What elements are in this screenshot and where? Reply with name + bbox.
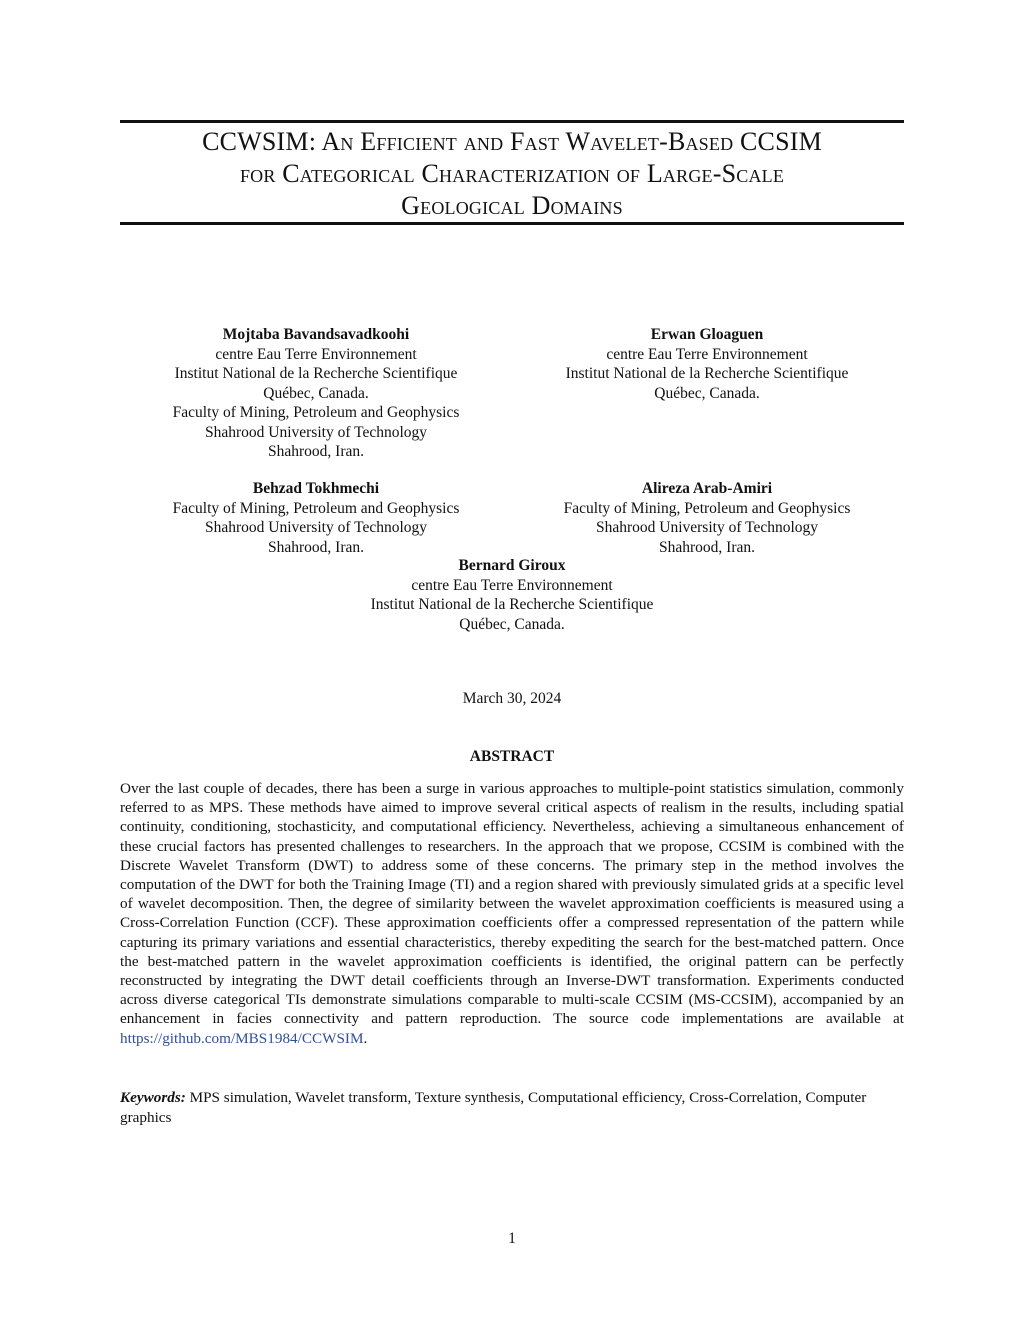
author-affiliation-line: Shahrood University of Technology [595,519,819,536]
author-affiliation-line: Shahrood, Iran. [659,538,755,556]
abstract-link-suffix: . [363,1029,368,1047]
author-name: Alireza Arab-Amiri [641,480,773,497]
author-name: Mojtaba Bavandsavadkoohi [222,326,410,343]
author-affiliation-line: Faculty of Mining, Petroleum and Geophysics [172,499,460,517]
author-affiliation-line: Institut National de la Recherche Scientifique [174,365,458,382]
source-code-link[interactable]: https://github.com/MBS1984/CCWSIM [120,1029,364,1047]
author-name: Erwan Gloaguen [650,326,764,343]
keywords-section [120,1088,904,1127]
keywords-text: MPS simulation, Wavelet transform, Texture synthesis, Computational efficiency, Cross-Correlation, Computer graphics [120,1089,867,1126]
title-line-1: CCWSIM: An Efficient and Fast Wavelet-Based CCSIM [202,127,822,156]
author-affiliation-line: Shahrood, Iran. [268,443,364,460]
author-affiliation-line: Québec, Canada. [654,384,760,402]
abstract-body [120,779,904,1048]
author-affiliation-line: centre Eau Terre Environnement [411,576,613,594]
keywords-label: Keywords [120,1089,181,1106]
title-line-2: for Categorical Characterization of Large-Scale [239,159,785,188]
title-top-rule [120,120,904,123]
author-block [517,479,897,557]
author-affiliation-line: centre Eau Terre Environnement [606,345,808,363]
keywords-separator: : [180,1089,186,1106]
author-affiliation-line: Québec, Canada. [263,384,369,402]
title-bottom-rule [120,222,904,225]
author-affiliation-line: centre Eau Terre Environnement [215,345,417,363]
paper-title [120,126,904,222]
abstract-text: Over the last couple of decades, there has been a surge in various approaches to multiple-point statistics simulation, commonly referred to as MPS. These methods have aimed to improve several critical aspects of realism in the results, including spatial continuity, conditioning, stochasticity, and computational efficiency. Nevertheless, achieving a simultaneous enhancement of these crucial factors has presented challenges to researchers. In the approach that we propose, CCSIM is combined with the Discrete Wavelet Transform (DWT) to address some of these concerns. The primary step in the method involves the computation of the DWT for both the Training Image (TI) and a region shared with previously simulated grids at a specific level of wavelet decomposition. Then, the degree of similarity between the wavelet approximation coefficients is measured using a Cross-Correlation Function (CCF). These approximation coefficients offer a compressed representation of the pattern while capturing its primary variations and essential characteristics, thereby expediting the search for the best-matched pattern. Once the best-matched pattern in the wavelet approximation coefficients is identified, the original pattern can be perfectly reconstructed by integrating the DWT detail coefficients through an Inverse-DWT transformation. Experiments conducted across diverse categorical TIs demonstrate simulations comparable to multi-scale CCSIM (MS-CCSIM), accompanied by an enhancement in facies connectivity and pattern reproduction. The source code implementations are available at [120,780,904,1028]
author-affiliation-line: Shahrood University of Technology [204,519,428,536]
title-line-3: Geological Domains [401,191,623,220]
author-affiliation-line: Québec, Canada. [459,615,565,633]
author-name: Bernard Giroux [458,557,566,574]
author-affiliation-line: Shahrood University of Technology [204,423,428,441]
author-block [126,325,506,462]
abstract-heading: ABSTRACT [469,748,555,765]
page-number: 1 [508,1230,516,1247]
author-affiliation-line: Faculty of Mining, Petroleum and Geophysics [563,499,851,517]
author-block [517,325,897,403]
author-block [126,479,506,557]
author-name: Behzad Tokhmechi [252,480,380,497]
author-affiliation-line: Shahrood, Iran. [268,538,364,556]
author-affiliation-line: Institut National de la Recherche Scientifique [370,596,654,613]
author-affiliation-line: Faculty of Mining, Petroleum and Geophysics [172,404,460,421]
publication-date: March 30, 2024 [462,690,562,707]
author-affiliation-line: Institut National de la Recherche Scientifique [565,365,849,382]
author-block [312,556,712,634]
